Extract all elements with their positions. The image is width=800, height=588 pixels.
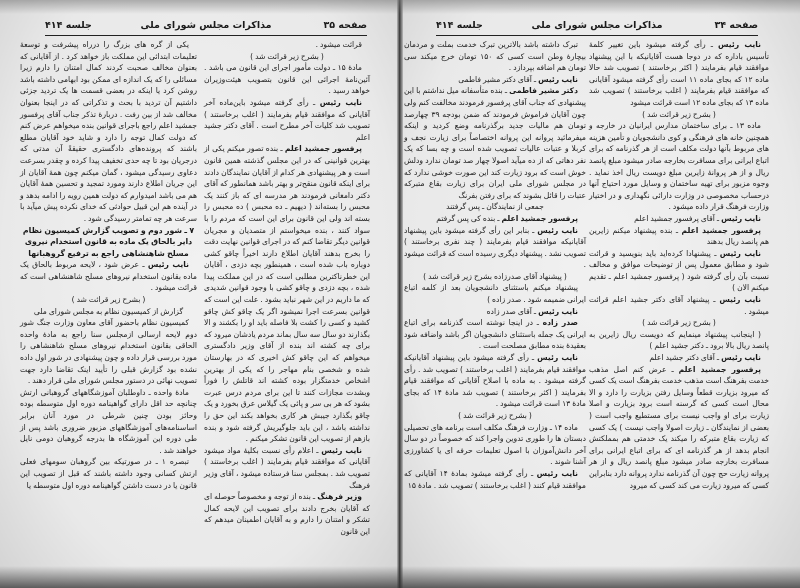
speech-text: ـ رأی گرفته میشود باین‌ماده آخر آقایانی که موافقند قیام بفرمایند ( اغلب برخاستند ) تصویب شد کلیات آخر مطرح است . آقای دکتر جشید اعلم [204,97,370,142]
speech-paragraph [404,85,586,201]
centered-note: ( بشرح زیر قرائت شد ) [250,51,324,61]
speech-paragraph [404,74,586,86]
speech-paragraph [404,317,586,352]
speaker-name: نایب رئیس [147,260,189,270]
speech-paragraph [404,352,586,410]
text-column-left [404,39,586,491]
speaker-name: وزیر فرهنگ [317,492,362,502]
paragraph: ماده ۱۴ ـ وزارت فرهنگ مکلف است برنامه های تحصیلی دبستان ها را طوری تدوین واجرا کند که خصوصاً در دو سال آخر دانش‌آموزان با اصول تعلیمات حرفه ای یا کشاورزی آشنا شوند . [404,422,586,467]
paragraph: ( اینجانب پیشنهاد مینمایم که دویست ریال زایرین به پانصد ریال بالا برود ـ دکتر جشید اعلم ) [589,329,769,351]
speaker-name: پرفسور جمشید اعلم [681,225,761,235]
speech-text: ـ آقای دکتر جشید اعلم [649,353,722,363]
page-header [45,20,367,34]
speaker-name: نایب رئیس [721,353,761,363]
centered-note: گزارش از کمیسیون نظام به مجلس شورای ملی [33,306,184,316]
centered-note: جمعی از نمایندگان ـ پس گرفتند [446,202,544,212]
page-header [436,20,758,34]
speech-text: ـ رأی گرفته میشود بمادهٔ ۱۴ آقایانی که موافقند قیام کنند ( اغلب برخاستند ) تصویب شد . مادهٔ ۱۵ [404,468,586,490]
paragraph: قرائت میشود . [315,40,362,49]
speech-paragraph [589,213,769,225]
speaker-name: دکتر مشیر فاطمی [509,86,578,96]
speech-text: ـ اعلام رأی نسبت بکلیهٔ مواد میشود آقایانی که موافقند قیام بفرمایند ( اغلب برخاستند ) تصویب شد . بمجلس سنا فرستاده میشود ، آقای وزیر فرهنگ [204,445,370,490]
speaker-name: نایب رئیس [537,225,578,235]
page-number: صفحه ۳۴ [714,20,758,31]
publication-title: مذاکرات مجلس شورای ملی [531,20,663,31]
paragraph: یکی از گره های بزرگ را درراه پیشرفت و توسعهٔ تعلیمات ابتدائی این مملکت باز خواهد کرد . از آقایانی که بعنوان مخالف صحبت کردند کمال امتنان را دارم زیرا مسائلی را که یک اندازه ای ممکن بود ابهامی داشته باشد روشن کرد یا اینکه در بعضی قسمت ها یک تردید جزئی داشتیم آن تردید با بحث و تذکراتی که در اینجا بعنوان مخالف شد از بین رفت . دربارهٔ تذکر جناب آقای پرفسور جمشید اعلم راجع باجرای قوانین بنده میخواهم عرض کنم که دولت کمال توجه را دارد و شاید خود آقایان مطلع باشند که پرونده‌های دادگستری حقیقةً آن مدتی که درجریان بود تا چه حدی تخفیف پیدا کرده و چقدر بسرعت دعاوی رسیدگی میشود ، گمان میکنم چون همهٔ آقایان از این جریان اطلاع دارند ومورد تمجید و تحسین همهٔ آقایان هم می باشد امیدوارم که دولت همین رویه را ادامه بدهد و در آینده هم این قبیل حوادثی که خدای نکرده پیش میآید با سرعت هر چه تمامتر رسیدگی شود . [20,40,197,223]
speech-text: ـ بنده کی پس گرفتم [436,213,502,223]
speaker-name: نایب رئیس [719,295,761,305]
paragraph: پیشنهاد میکنم باستثنای دانشجویان بعد از کلمه اتباع ایرانی ضمیمه شود . صدر زاده ) [404,283,586,305]
speech-paragraph [20,259,197,294]
speaker-name: پرفسور جمشید اعلم [501,213,578,223]
paragraph: مادهٔ ۱۵ ـ دولت مأمور اجرای این قانون می باشد . آئین‌نامهٔ اجرائی این قانون بتصویب هیئت‌وزیران خواهد رسید . [204,63,370,96]
speech-text: ـ در اینجا نوشته است گذرنامه برای اتباع ایرانی یک جمله باستثنای دانشجویان اگر باشد واضافه شود بعقیدهٔ بنده مطابق مصلحت است . [404,318,586,351]
speech-paragraph [589,294,769,317]
publication-title: مذاکرات مجلس شورای ملی [140,20,272,31]
speaker-name: نایب رئیس [721,213,761,223]
speech-paragraph [589,39,769,109]
speech-paragraph [204,143,370,444]
speaker-name: صدر زاده [542,318,578,328]
section-heading: ۷ ـ شور دوم و تصویب گزارش کمیسیون نظام دایر بالحاق یک ماده به قانون استخدام نیروی مسلح شاهنشاهی راجع به ترفیع گروهبانها [22,225,195,258]
speech-text: ـ بنده پیشنهاد میکنم زایرین هم پانصد ریال بدهند [589,225,769,247]
session-number: جلسه ۴۱۴ [45,20,92,31]
speech-paragraph [204,445,370,491]
centered-note: ( بشرح زیر قرائت شد ) [458,411,532,420]
speech-paragraph [204,97,370,143]
page-number: صفحه ۳۵ [323,20,367,31]
speaker-name: نایب رئیس [537,353,578,363]
centered-note: ( پیشنهاد آقای صدرزاده بشرح زیر قرائت شد ) [423,271,567,281]
speech-text: ـ بنده متأسفانه میل نداشتم با این پیشنهادی که جناب آقای پرفسور فرمودند مخالفت کنم ولی چون آقایان فراموش فرمودند که ضمن بودجه ۳۹ چهارصد تومان هم مالیات جدید برگذرنامه وضع کردید و اینکه میفرمائید پروانه این پروانه اختصاصاً برای زیارت نجف و کربلا و عتبات عالیات تصویب شده است و چه بسا که یک نفر دهاتی که از ده میآید اصولا چهار صد تومان ندارد ودلش خوش است که برود زیارت کند این صورت خوشی ندارد که در مجلس شورای ملی ایران برای زیارت بقاع متبرکه عتبات را قائل بشوند که برای رفتن بفرنگ [404,86,586,200]
paragraph: تبرک داشته باشد بالاترین تبرک خدمت بملت و مردمان بیچارهٔ وطن است کسی که ۱۵۰ تومان خرج میکند سی تومان هم اضافه بپردازد . [404,40,586,73]
speech-paragraph [589,352,769,364]
centered-note: ( بشرح زیر قرائت شد ) [642,109,716,119]
speech-text: ـ پیشنهاد آقای دکتر جشید اعلم قرائت میشود . [589,295,769,316]
speech-text: ـ بنده از توجه و مخصوصاً حوصله ای که آقایان بخرج دادند برای تصویب این لایحه کمال تشکر و امتنان را دارم و به آقایان اطمینان میدهم که این قانون [204,492,370,536]
speaker-name: نایب رئیس [719,248,761,258]
speech-text: ـ رأی گرفته میشود باین تغییر کلمهٔ تأسیس باداره که در دوجا هست آقایانیکه با این پیشنهاد موافقند قیام بفرمایند ( اکثر برخاستند ) تصویب شد حالا ماده ۱۲ که بجای ماده ۱۱ است رأی گرفته میشود آقایانی که موافقند قیام بفرمایند ( اغلب برخاستند ) تصویب شد ماده ۱۳ که بجای ماده ۱۲ است قرائت میشود [589,40,769,107]
speaker-name: نایب رئیس [718,40,761,49]
text-column-left [20,39,197,491]
speaker-name: نایب رئیس [538,306,578,316]
speech-text: ـ پیشنهادا کرده‌اید باید بنویسید و قرائت شود و مطابق معمول پس از توضیحات موافق و مخالف نسبت بآن رأی گرفته شود ( پرفسور جمشید اعلم ـ تقدیم میکنم الان ) [589,248,769,293]
speech-paragraph [204,491,370,537]
speech-paragraph [589,248,769,294]
paragraph: تبصره ۱ ـ در صورتیکه بین گروهبان سومهای فعلی ارتش کسانی وجود داشته باشند که قبل از تصویب این قانون یا در دست داشتن گواهینامه دوره اول متوسطه یا [20,457,197,490]
paragraph: مادهٔ واحده ـ داوطلبان آموزشگاههای گروهبانی ارتش چنانچه حد اقل دارای گواهینامه دوره اول متوسطه بوده وحائز بودن چنین شرطی در مورد آنان برابر اساسنامه‌های آموزشگاههای مزبور ضروری باشد پس از طی دوره این آموزشگاه ها بدرجه گروهبان دومی نایل خواهند شد . [20,387,197,455]
page-35 [0,0,399,588]
speech-paragraph [404,213,586,225]
text-column-right [204,39,370,538]
speaker-name: نایب رئیس [538,74,578,84]
header-rule [436,35,758,36]
speech-paragraph [589,225,769,248]
speech-paragraph [404,225,586,271]
centered-note: ( بشرح زیر قرائت شد ) [642,318,716,328]
speech-text: ـ رأی گرفته میشود باین پیشنهاد آقایانیکه موافقند قیام بفرمایند ( اغلب برخاستند ) تصویب شد . رأی گرفته میشود . به ماده با اصلاح آقایانی که موافقند قیام بفرمایند ( اکثر برخاستند ) تصویب شد مادهٔ ۱۴ که بجای مادهٔ ۱۳ است قرائت میشود . [404,353,586,409]
speech-text: ـ آقای صدر زاده [486,306,539,316]
speaker-name: پرفسور جمشید اعلم [284,144,362,154]
header-rule [45,35,367,36]
session-number: جلسه ۴۱۴ [436,20,483,31]
page-34 [401,0,800,588]
speech-text: ـ عرض شود ، لایحه مربوط بالحاق یک ماده بقانون استخدام نیروهای مسلح شاهنشاهی است که قرائت میشود . [20,260,197,293]
speaker-name: نایب رئیس [321,445,362,455]
speech-text: ـ آقای پرفسور جمشید اعلم [634,213,722,223]
book-gutter [397,0,403,588]
speaker-name: نایب رئیس [319,97,362,107]
paragraph: کمیسیون نظام باحضور آقای معاون وزارت جنگ شور دوم لایحه ارسالی ازمجلس سنا راجع به مادهٔ واحده الحاقی بقانون استخدام نیروهای مسلح شاهنشاهی را مورد بررسی قرار داده و چون پیشنهادی در شور اول داده نشده بود گزارش قبلی را تأیید اینک تقاضا دارد جهت تصویب نهائی در دستور مجلس شورای ملی قرار دهند . [20,318,197,386]
centered-note: ( بشرح زیر قرائت شد ) [71,295,146,305]
speech-text: ـ بنده تصور میکنم یکی از بهترین قوانینی که در این مجلس گذشته همین قانون است و هر پیشنهادی هر کدام از آقایان نمایندگان دادند برای اینکه قانون منقح‌تر و بهتر باشد همانطور که آقای دکتر دامغانی فرمودند هر مدرسه ای که باز کنند یک محبس را بسته‌اند ( دیهیم ـ ده محبس ) ده محبس را بسته اند ولی این قانون برای این است که مردم را با سواد کنند ، بنده میخواستم از متصدیان و مجریان قوانین دیگر تقاضا کنم که در اجرای قوانین نهایت دقت را بخرج بدهند آقایان اطلاع دارند اخیراً چاقو کشی دوباره باب شده است ، همینطور بچه دزدی ، آقایان این خطرناکترین مطلبی است که در این مملکت پیدا شده ، بچه دزدی و چاقو کشی با وجود قوانین شدیدی که ما داریم در این شهر نباید بشود . علت این است که قوانین بسرعت اجرا نمیشود اگر یک چاقو کش چاقو کشید و کسی را کشت بلا فاصله باید او را بکشند و الا بگذارند دو سال سه سال بماند مردم یادشان میرود که برای چه کشته اند بنده از آقای وزیر دادگستری میخواهم که این چاقو کش اخیری که در بهارستان شده و شخصی بنام مهاجر را که یکی از بهترین اشخاص خدمتگزار بوده کشته اند قاتلش را فوراً وبشدت مجازات کنند تا این برای مردم درس عبرت بشود که هر بی سر و پائی یک گیلاس عرق بخورد و یک چاقو بگذارد جیبش هر کاری بخواهد بکند این حق را نداشته باشد ، این باید جلوگیریش گرفته شود و بنده بازهم از تصویب این قانون تشکر میکنم . [204,144,370,444]
speech-text: ـ آقای دکتر مشیر فاطمی [458,74,539,84]
speaker-name: پرفسور جمشید اعلم [678,364,761,374]
paragraph: ماده ۱۳ ـ برای ساختمان مدارس ایرانیان در خارجه و همچنین خانه های فرهنگی و کوی دانشجویان و تأمین هزینه های مربوط بآنها دولت مکلف است از هر گذرنامه که برای اتباع ایرانی برای مسافرت بخارجه صادر میشود مبلغ پانصد ریال و از هر پروانهٔ زایرین مبلغ دویست ریال اخذ نماید . وجوه مزبور برای تهیه ساختمان و وسایل مورد احتیاج آنها درحساب مخصوصی در وزارت دارائی نگهداری و در اختیار وزارت فرهنگ قرار داده میشود . [589,121,769,212]
text-column-right [589,39,769,491]
speech-paragraph [404,468,586,491]
speaker-name: نایب رئیس [536,468,578,478]
speech-text: ـ بنابر این رأی گرفته میشود باین پیشنهاد آقایانیکه موافقند قیام بفرمایند ( چند نفری برخاستند ) تصویب نشد . پیشنهاد دیگری رسیده است که قرائت میشود . [404,225,586,270]
speech-text: ـ عرض کنم اصل مذهب خدمت بفرهنگ است مذهب خدمت بفرهنگ است یک کسی که میرود بزیارت قطعاً وسایل رفتن بزیارت را دارد و الا محال است کسی که گرسنه است برود بزیارت و اصلا زیارت برای او واجب نیست برای مستطیع واجب است ( بعضی از نمایندگان ـ زیارت اصولا واجب نیست ) یک کسی که زیارت بقاع متبرکه را میکند یک خدمتی هم بمملکتش انجام بدهد از هر گذرنامه ای که برای اتباع ایرانی برای مسافرت بخارجه صادر میشود مبلغ پانصد ریال و از هر پروانه زیارت حج چون آن گذرنامه ندارد پروانه دارد بنابراین کسی که میرود زیارت می کند کسی که میرود [589,364,769,490]
speech-paragraph [589,364,769,492]
speech-paragraph [404,306,586,318]
